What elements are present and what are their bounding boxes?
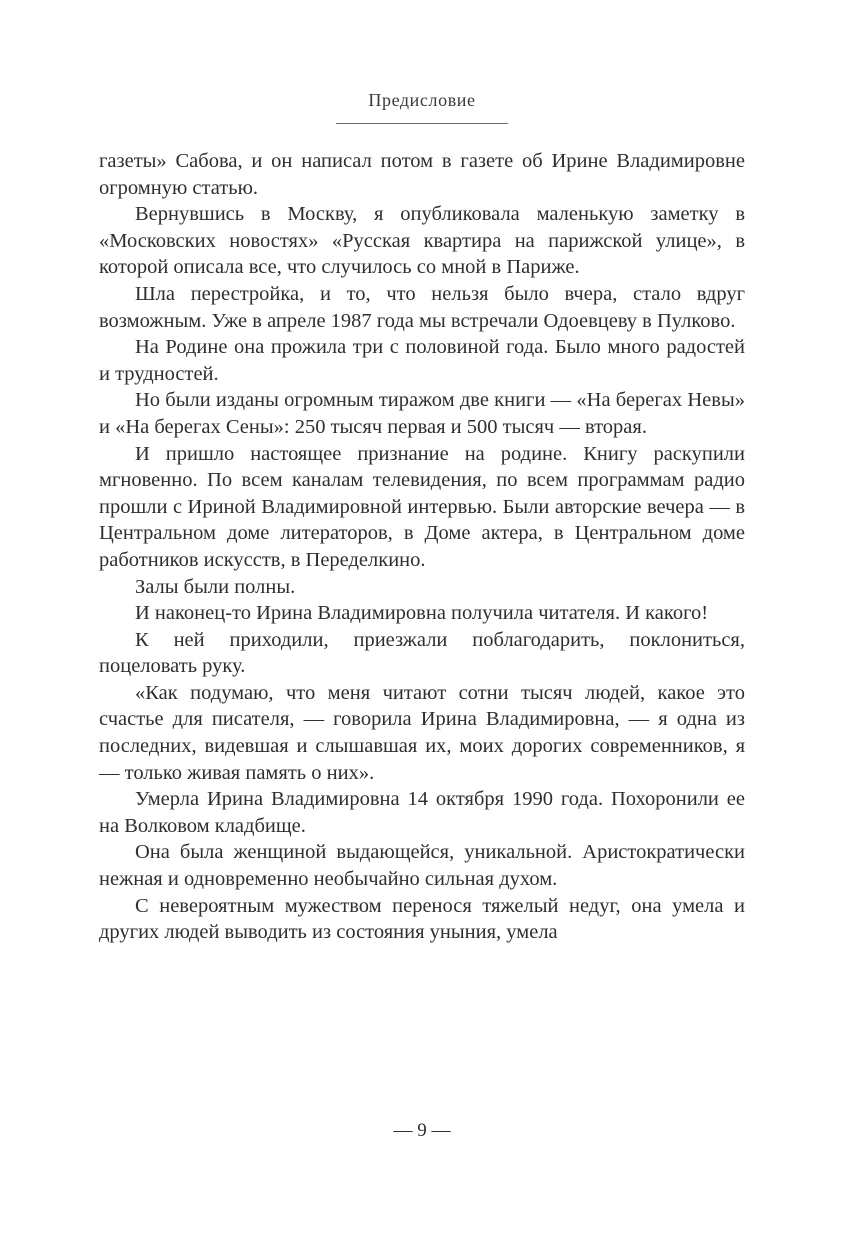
paragraph: Но были изданы огромным тиражом две книги — «На берегах Невы» и «На берегах Сены»: 250 тысяч первая и 500 тысяч — вторая. <box>99 389 745 438</box>
paragraph: На Родине она прожила три с половиной года. Было много радостей и трудностей. <box>99 336 745 385</box>
paragraph: Она была женщиной выдающейся, уникальной. Аристократически нежная и одновременно необычайно сильная духом. <box>99 841 745 891</box>
paragraph: И пришло настоящее признание на родине. Книгу раскупили мгновенно. По всем каналам телевидения, по всем программам радио прошли с Ириной Владимировной интервью. Были авторские вечера — в Центральном доме литераторов, в Доме актера, в Центральном доме работников искусств, в Переделкино. <box>99 442 745 571</box>
paragraph: С невероятным мужеством перенося тяжелый недуг, она умела и других людей выводить из состояния уныния, умела <box>99 894 745 944</box>
paragraph: К ней приходили, приезжали поблагодарить, поклониться, поцеловать руку. <box>99 628 745 678</box>
page-content <box>99 148 745 946</box>
paragraph: Умерла Ирина Владимировна 14 октября 1990 года. Похоронили ее на Волковом кладбище. <box>99 788 745 837</box>
paragraph: И наконец-то Ирина Владимировна получила читателя. И какого! <box>135 602 709 625</box>
header-rule <box>336 123 508 124</box>
page-number: — 9 — <box>393 1120 451 1141</box>
paragraph: Шла перестройка, и то, что нельзя было вчера, стало вдруг возможным. Уже в апреле 1987 года мы встречали Одоевцеву в Пулково. <box>99 282 745 332</box>
paragraph: Вернувшись в Москву, я опубликовала маленькую заметку в «Московских новостях» «Русская квартира на парижской улице», в которой описала все, что случилось со мной в Париже. <box>99 203 745 279</box>
paragraph: Залы были полны. <box>135 575 296 598</box>
chapter-header: Предисловие <box>368 90 476 110</box>
paragraph: «Как подумаю, что меня читают сотни тысяч людей, какое это счастье для писателя, — говорила Ирина Владимировна, — я одна из последних, видевшая и слышавшая их, моих дорогих современников, я — только живая память о них». <box>99 681 745 784</box>
paragraph: газеты» Сабова, и он написал потом в газете об Ирине Владимировне огромную статью. <box>99 150 745 199</box>
